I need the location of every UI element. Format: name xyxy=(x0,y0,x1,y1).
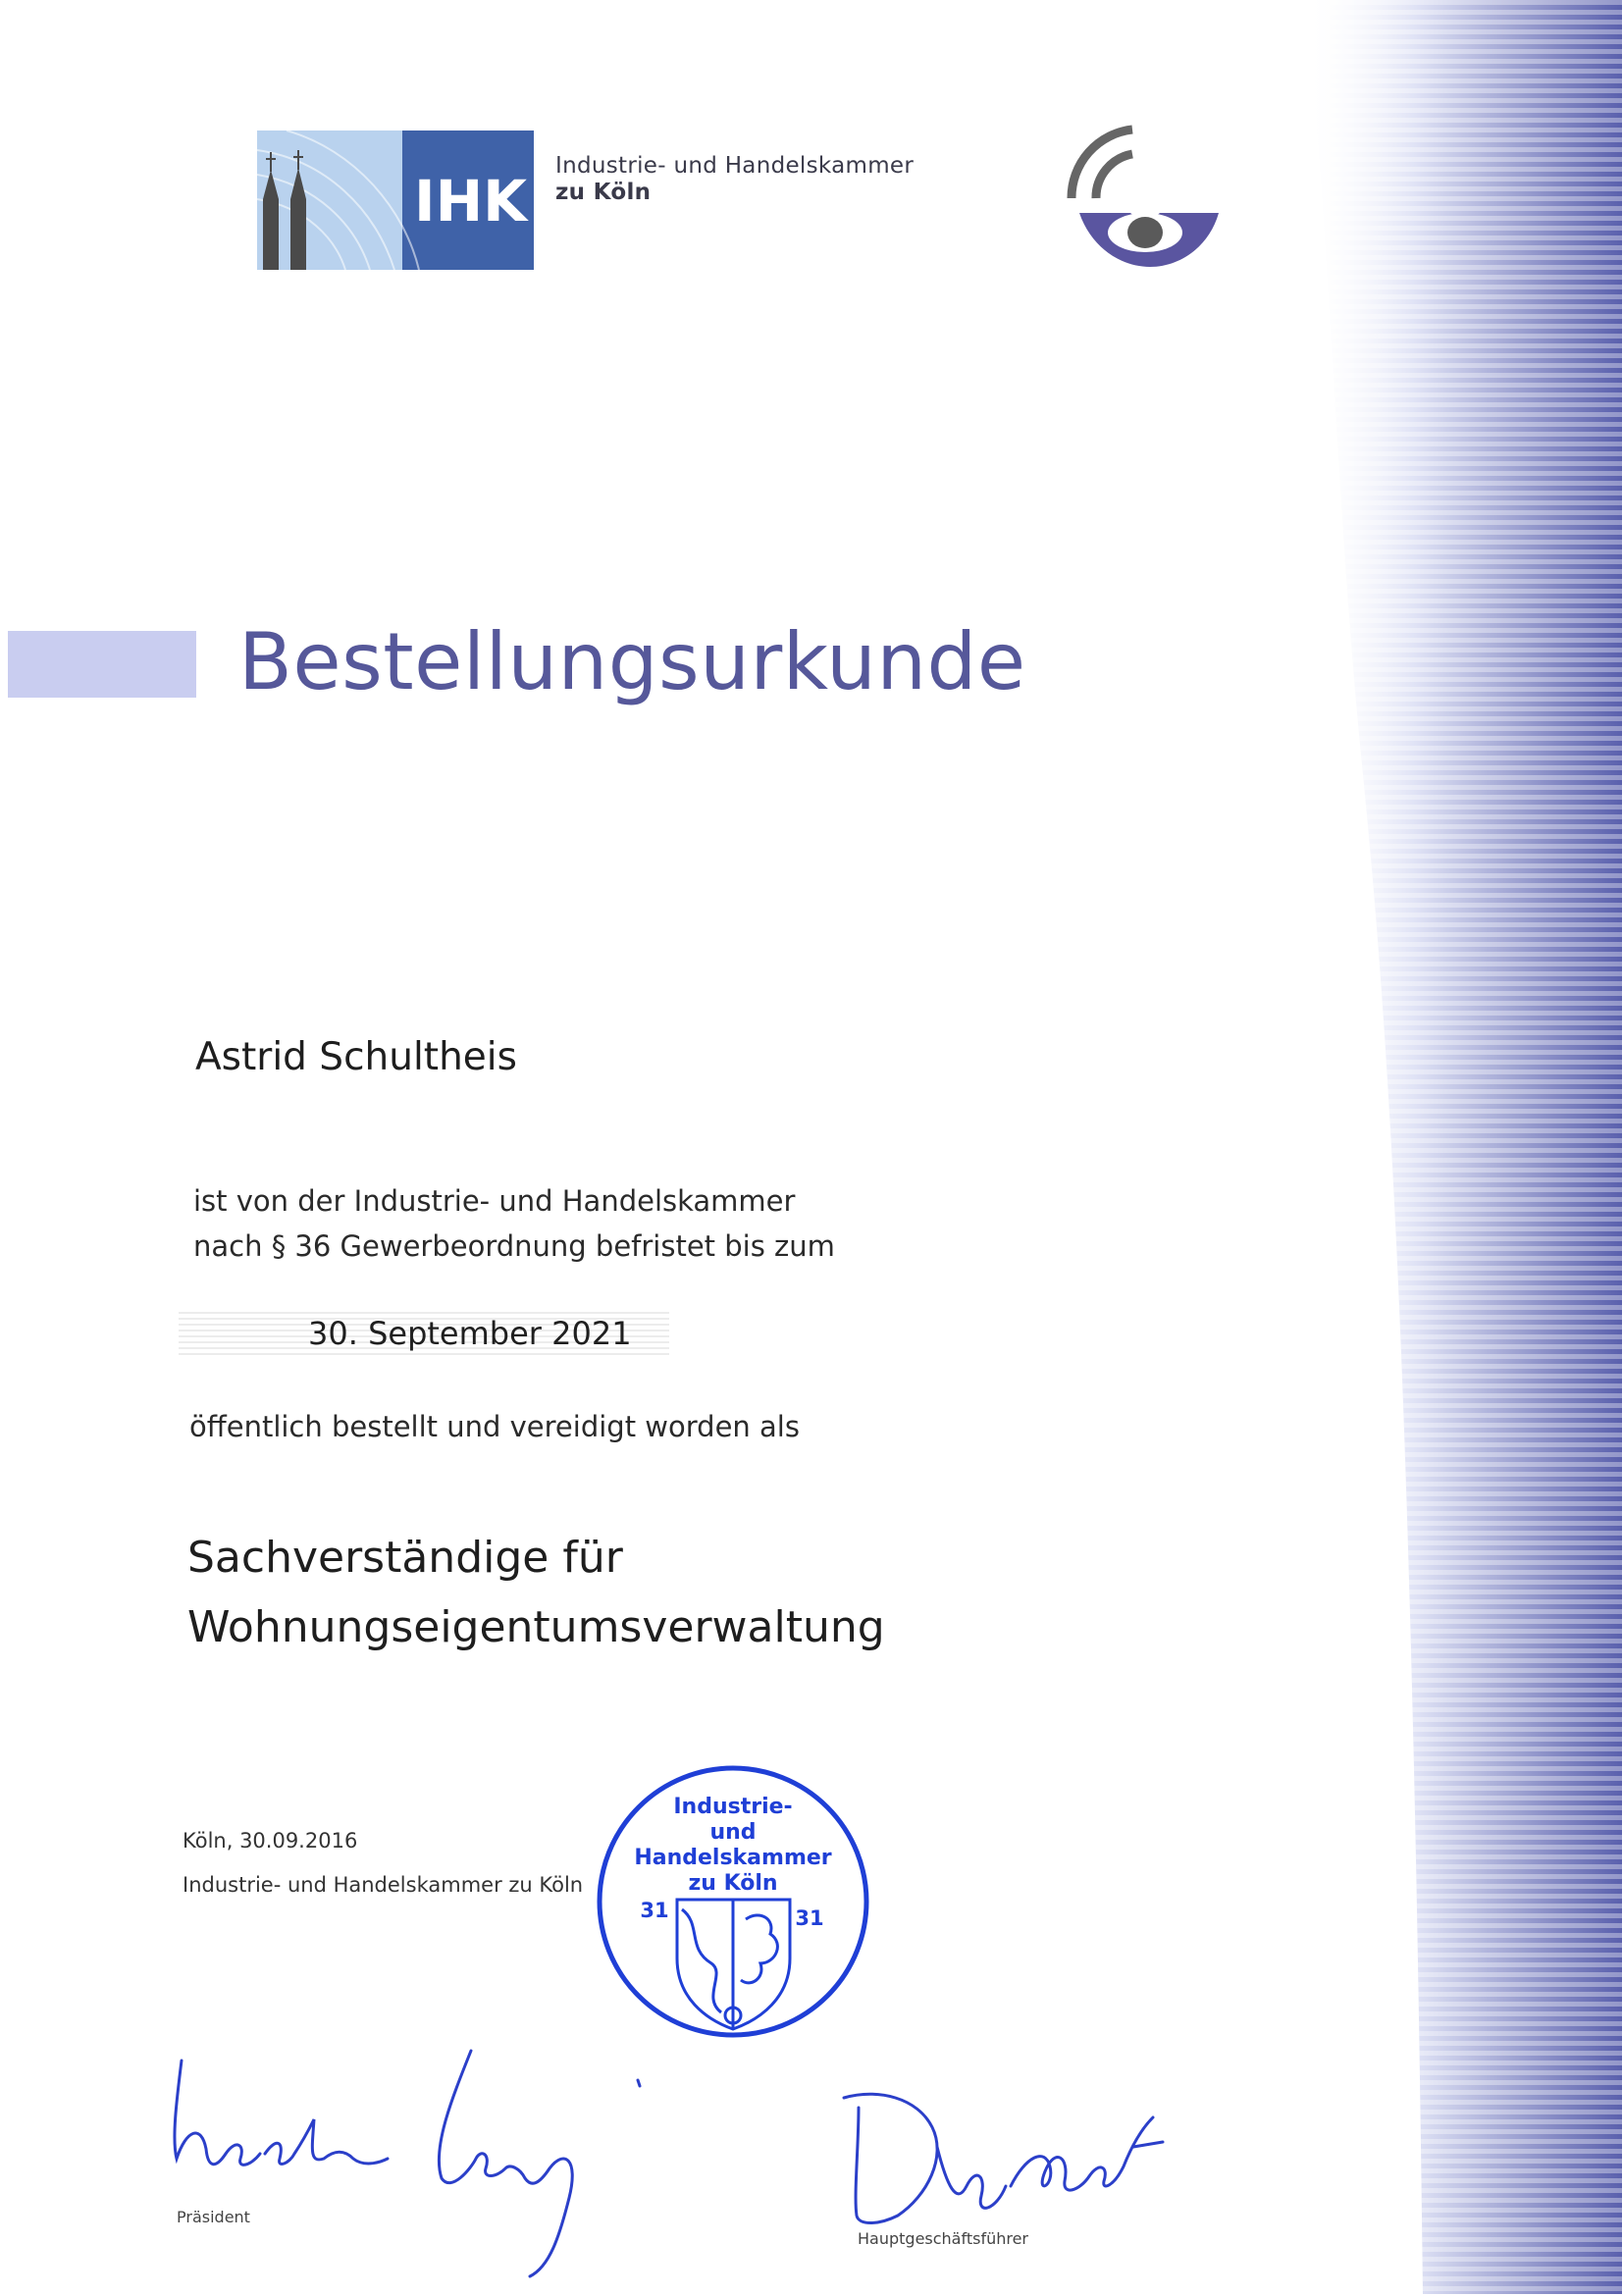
ihk-logo xyxy=(257,130,534,270)
appointee-name: Astrid Schultheis xyxy=(195,1035,517,1079)
signature-label-president: Präsident xyxy=(177,2208,250,2226)
issuing-organization: Industrie- und Handelskammer zu Köln xyxy=(183,1873,584,1897)
stamp-text-2: und xyxy=(709,1820,757,1845)
president-signature xyxy=(147,2021,677,2296)
body-line-1: ist von der Industrie- und Handelskammer xyxy=(193,1184,796,1218)
expert-eye-logo xyxy=(1062,120,1229,287)
role-line-2: Wohnungseigentumsverwaltung xyxy=(187,1602,885,1652)
org-name-line2: zu Köln xyxy=(555,180,652,205)
body-line-2: nach § 36 Gewerbeordnung befristet bis zum xyxy=(193,1229,835,1263)
document-title: Bestellungsurkunde xyxy=(238,616,1026,707)
title-accent-bar xyxy=(8,631,196,698)
coat-of-arms-icon xyxy=(677,1900,790,2029)
ihk-logo-text: IHK xyxy=(414,168,528,235)
signature-label-managing-director: Hauptgeschäftsführer xyxy=(858,2229,1029,2248)
role-line-1: Sachverständige für xyxy=(187,1533,623,1583)
org-name-line1: Industrie- und Handelskammer xyxy=(555,153,915,179)
managing-director-signature xyxy=(839,2088,1173,2235)
expiry-date: 30. September 2021 xyxy=(308,1315,632,1352)
body-line-3: öffentlich bestellt und vereidigt worden als xyxy=(189,1410,800,1443)
issue-place-date: Köln, 30.09.2016 xyxy=(183,1829,358,1852)
official-stamp xyxy=(594,1762,873,2042)
stamp-number-left: 31 xyxy=(640,1899,669,1922)
stamp-text-1: Industrie- xyxy=(673,1795,793,1819)
stamp-text-4: zu Köln xyxy=(688,1871,778,1896)
stamp-text-3: Handelskammer xyxy=(634,1846,832,1870)
stamp-number-right: 31 xyxy=(795,1906,824,1930)
ihk-organization-name xyxy=(555,153,914,206)
